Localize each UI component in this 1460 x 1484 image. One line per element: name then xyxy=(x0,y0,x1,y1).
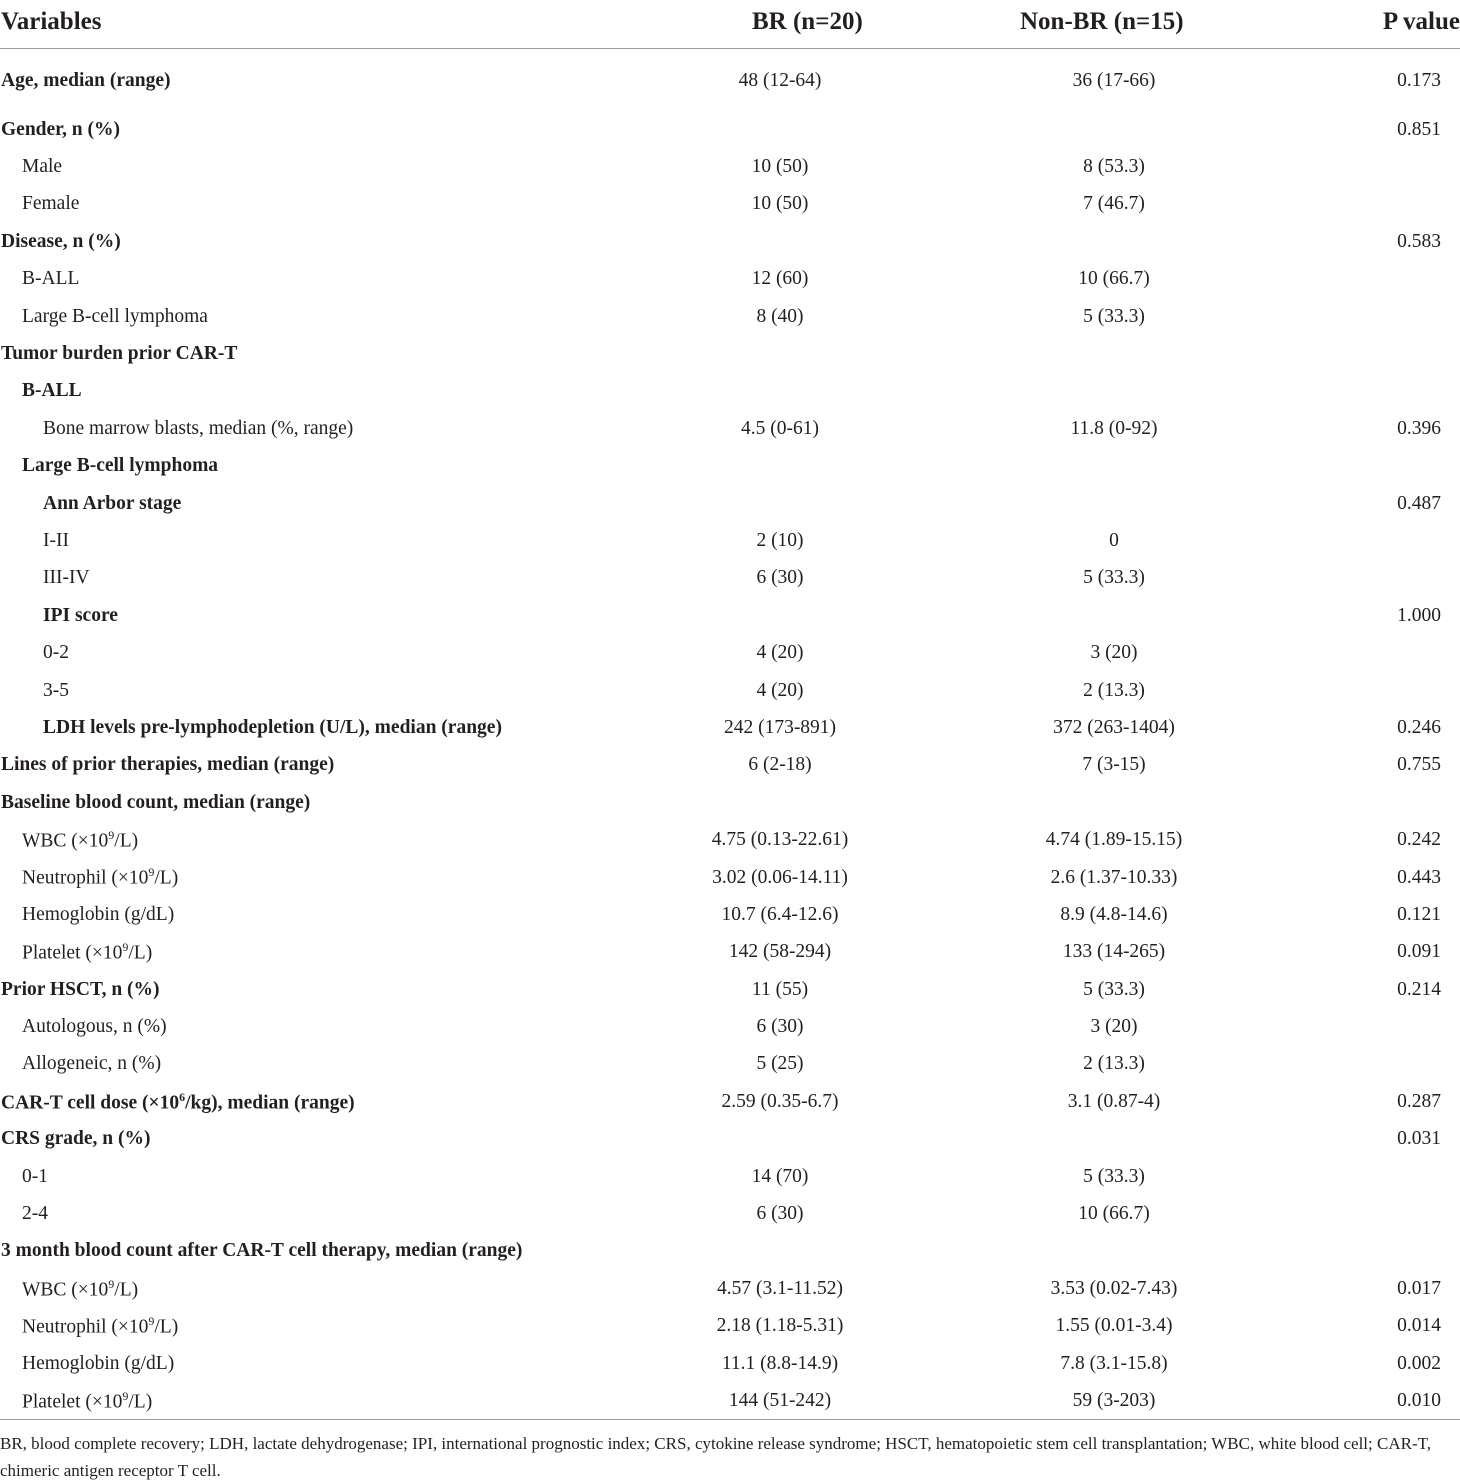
non-br-value-cell xyxy=(910,522,1320,559)
non-br-value-cell xyxy=(910,410,1320,447)
row-label xyxy=(0,522,650,559)
row-label-text: Male xyxy=(22,156,63,178)
row-label xyxy=(0,1046,650,1083)
non-br-value: 8 (53.3) xyxy=(1083,156,1145,178)
non-br-value-cell xyxy=(910,1233,1320,1270)
non-br-value: 59 (3-203) xyxy=(1072,1389,1156,1411)
non-br-value-cell xyxy=(910,335,1320,372)
p-value xyxy=(1320,261,1460,298)
row-label-suffix: /kg), median (range) xyxy=(185,1092,355,1114)
br-value: 6 (30) xyxy=(756,1016,804,1038)
header-non-br: Non-BR (n=15) xyxy=(910,0,1320,49)
table-row xyxy=(0,1382,1460,1419)
non-br-value: 10 (66.7) xyxy=(1078,268,1150,290)
table-row xyxy=(0,373,1460,410)
non-br-value-cell xyxy=(910,1195,1320,1232)
non-br-value: 133 (14-265) xyxy=(1062,941,1166,963)
row-label-text: B-ALL xyxy=(22,268,80,290)
br-value: 10.7 (6.4-12.6) xyxy=(721,903,839,925)
row-label-text: CAR-T cell dose (×10 xyxy=(1,1092,180,1114)
row-label-text: Allogeneic, n (%) xyxy=(22,1053,162,1075)
non-br-value: 0 xyxy=(1109,529,1119,551)
non-br-value-cell xyxy=(910,1083,1320,1120)
row-label xyxy=(0,934,650,971)
p-value: 0.487 xyxy=(1397,492,1441,514)
non-br-value-cell xyxy=(910,1345,1320,1382)
p-value xyxy=(1320,1046,1460,1083)
br-value: 10 (50) xyxy=(751,156,809,178)
non-br-value: 3 (20) xyxy=(1090,642,1138,664)
p-value xyxy=(1320,373,1460,410)
non-br-value-cell xyxy=(910,49,1320,112)
row-label-text: Bone marrow blasts, median (%, range) xyxy=(43,417,354,439)
br-value-cell xyxy=(650,859,910,896)
row-label-suffix: /L) xyxy=(154,867,179,889)
non-br-value: 3 (20) xyxy=(1090,1016,1138,1038)
br-value-cell xyxy=(650,1382,910,1419)
table-row xyxy=(0,784,1460,821)
non-br-value-cell xyxy=(910,934,1320,971)
row-label xyxy=(0,784,650,821)
row-label-superscript: 9 xyxy=(122,940,129,955)
non-br-value: 7 (46.7) xyxy=(1083,193,1145,215)
p-value: 0.396 xyxy=(1397,417,1441,439)
non-br-value: 3.1 (0.87-4) xyxy=(1067,1090,1161,1112)
row-label xyxy=(0,111,650,148)
header-row xyxy=(0,0,1460,49)
br-value: 3.02 (0.06-14.11) xyxy=(712,866,848,888)
row-label xyxy=(0,1121,650,1158)
non-br-value-cell xyxy=(910,560,1320,597)
non-br-value-cell xyxy=(910,261,1320,298)
br-value-cell xyxy=(650,597,910,634)
row-label xyxy=(0,49,650,112)
non-br-value: 10 (66.7) xyxy=(1078,1203,1150,1225)
row-label xyxy=(0,448,650,485)
p-value xyxy=(1320,522,1460,559)
row-label xyxy=(0,223,650,260)
p-value: 0.287 xyxy=(1397,1090,1441,1112)
row-label-text: Lines of prior therapies, median (range) xyxy=(1,754,335,776)
p-value: 0.017 xyxy=(1397,1277,1441,1299)
row-label-suffix: /L) xyxy=(154,1316,179,1338)
br-value: 2.59 (0.35-6.7) xyxy=(721,1090,839,1112)
row-label-text: Prior HSCT, n (%) xyxy=(1,978,160,1000)
p-value xyxy=(1320,335,1460,372)
row-label-text: Age, median (range) xyxy=(1,70,171,91)
non-br-value-cell xyxy=(910,448,1320,485)
row-label-text: B-ALL xyxy=(22,380,82,402)
p-value: 0.214 xyxy=(1397,978,1441,1000)
p-value: 0.443 xyxy=(1397,866,1441,888)
non-br-value-cell xyxy=(910,859,1320,896)
row-label-text: Hemoglobin (g/dL) xyxy=(22,903,175,925)
row-label xyxy=(0,560,650,597)
table-row xyxy=(0,410,1460,447)
br-value-cell xyxy=(650,410,910,447)
table-footnote: BR, blood complete recovery; LDH, lactate dehydrogenase; IPI, international prognostic index; CRS, cytokine release syndrome; HSCT, hematopoietic stem cell transplantation; WBC, white blood cell; CAR-T, chimeric antigen receptor T cell. xyxy=(0,1419,1460,1484)
row-label-superscript: 9 xyxy=(148,865,155,880)
row-label xyxy=(0,672,650,709)
header-br: BR (n=20) xyxy=(650,0,910,49)
non-br-value: 2 (13.3) xyxy=(1083,1053,1145,1075)
p-value: 0.121 xyxy=(1397,903,1441,925)
table-row xyxy=(0,1195,1460,1232)
p-value: 0.002 xyxy=(1397,1352,1441,1374)
table-row xyxy=(0,971,1460,1008)
br-value: 142 (58-294) xyxy=(728,941,832,963)
br-value-cell xyxy=(650,784,910,821)
non-br-value-cell xyxy=(910,1158,1320,1195)
row-label-text: Platelet (×10 xyxy=(22,1391,123,1413)
row-label xyxy=(0,709,650,746)
table-row xyxy=(0,1308,1460,1345)
row-label-superscript: 9 xyxy=(108,1276,115,1291)
non-br-value-cell xyxy=(910,373,1320,410)
br-value: 2.18 (1.18-5.31) xyxy=(716,1315,844,1337)
p-value xyxy=(1320,560,1460,597)
p-value xyxy=(1320,672,1460,709)
br-value-cell xyxy=(650,1233,910,1270)
table-row xyxy=(0,49,1460,112)
non-br-value: 4.74 (1.89-15.15) xyxy=(1045,829,1183,851)
br-value-cell xyxy=(650,1158,910,1195)
non-br-value-cell xyxy=(910,634,1320,671)
non-br-value-cell xyxy=(910,971,1320,1008)
table-row xyxy=(0,1158,1460,1195)
non-br-value: 8.9 (4.8-14.6) xyxy=(1060,903,1168,925)
br-value-cell xyxy=(650,1083,910,1120)
table-row xyxy=(0,485,1460,522)
table-row xyxy=(0,597,1460,634)
br-value-cell xyxy=(650,186,910,223)
br-value: 48 (12-64) xyxy=(738,70,822,91)
row-label-text: Neutrophil (×10 xyxy=(22,867,149,889)
non-br-value: 7.8 (3.1-15.8) xyxy=(1060,1352,1168,1374)
non-br-value-cell xyxy=(910,709,1320,746)
br-value: 4.57 (3.1-11.52) xyxy=(716,1277,844,1299)
row-label-superscript: 6 xyxy=(179,1089,186,1104)
row-label-superscript: 9 xyxy=(122,1388,129,1403)
table-row xyxy=(0,111,1460,148)
br-value-cell xyxy=(650,373,910,410)
p-value xyxy=(1320,448,1460,485)
br-value-cell xyxy=(650,1308,910,1345)
row-label-text: CRS grade, n (%) xyxy=(1,1128,151,1150)
br-value-cell xyxy=(650,223,910,260)
non-br-value-cell xyxy=(910,1382,1320,1419)
p-value xyxy=(1320,1233,1460,1270)
row-label-text: III-IV xyxy=(43,567,90,589)
br-value-cell xyxy=(650,971,910,1008)
p-value xyxy=(1320,784,1460,821)
p-value xyxy=(1320,634,1460,671)
row-label-text: Tumor burden prior CAR-T xyxy=(1,343,238,365)
p-value xyxy=(1320,1195,1460,1232)
p-value xyxy=(1320,298,1460,335)
p-value xyxy=(1320,1158,1460,1195)
table-row xyxy=(0,1345,1460,1382)
non-br-value: 372 (263-1404) xyxy=(1053,716,1175,738)
non-br-value: 5 (33.3) xyxy=(1083,978,1145,1000)
p-value: 0.014 xyxy=(1397,1315,1441,1337)
br-value-cell xyxy=(650,1195,910,1232)
br-value-cell xyxy=(650,821,910,858)
br-value-cell xyxy=(650,934,910,971)
br-value: 4.75 (0.13-22.61) xyxy=(711,829,849,851)
table-row xyxy=(0,261,1460,298)
table-row xyxy=(0,1121,1460,1158)
row-label xyxy=(0,186,650,223)
row-label xyxy=(0,896,650,933)
row-label xyxy=(0,859,650,896)
br-value: 12 (60) xyxy=(751,268,809,290)
table-row xyxy=(0,634,1460,671)
non-br-value: 2.6 (1.37-10.33) xyxy=(1050,866,1178,888)
br-value: 2 (10) xyxy=(756,529,804,551)
row-label xyxy=(0,1345,650,1382)
table-row xyxy=(0,223,1460,260)
p-value xyxy=(1320,148,1460,185)
row-label xyxy=(0,335,650,372)
header-variables: Variables xyxy=(0,0,650,49)
row-label-text: IPI score xyxy=(43,604,118,626)
br-value-cell xyxy=(650,485,910,522)
row-label-text: Disease, n (%) xyxy=(1,230,121,252)
br-value-cell xyxy=(650,261,910,298)
row-label xyxy=(0,1308,650,1345)
non-br-value-cell xyxy=(910,186,1320,223)
non-br-value-cell xyxy=(910,1270,1320,1307)
br-value-cell xyxy=(650,335,910,372)
table-row xyxy=(0,298,1460,335)
table-row xyxy=(0,672,1460,709)
row-label-text: Baseline blood count, median (range) xyxy=(1,791,311,813)
non-br-value-cell xyxy=(910,1046,1320,1083)
non-br-value-cell xyxy=(910,747,1320,784)
row-label-text: Female xyxy=(22,193,80,215)
br-value: 144 (51-242) xyxy=(728,1389,832,1411)
row-label xyxy=(0,1083,650,1120)
table-row xyxy=(0,896,1460,933)
row-label-text: Gender, n (%) xyxy=(1,118,120,140)
br-value: 6 (30) xyxy=(756,1203,804,1225)
br-value-cell xyxy=(650,709,910,746)
non-br-value: 1.55 (0.01-3.4) xyxy=(1055,1315,1173,1337)
table-header xyxy=(0,0,1460,49)
row-label-text: Platelet (×10 xyxy=(22,942,123,964)
non-br-value-cell xyxy=(910,148,1320,185)
br-value-cell xyxy=(650,522,910,559)
row-label-text: Large B-cell lymphoma xyxy=(22,455,219,477)
table-row xyxy=(0,335,1460,372)
br-value-cell xyxy=(650,1008,910,1045)
br-value-cell xyxy=(650,1046,910,1083)
row-label-text: 0-1 xyxy=(22,1165,48,1187)
non-br-value-cell xyxy=(910,597,1320,634)
non-br-value-cell xyxy=(910,672,1320,709)
row-label-text: WBC (×10 xyxy=(22,830,109,852)
br-value: 242 (173-891) xyxy=(723,716,837,738)
br-value: 5 (25) xyxy=(756,1053,804,1075)
row-label-text: 3-5 xyxy=(43,679,69,701)
br-value-cell xyxy=(650,1121,910,1158)
row-label xyxy=(0,1008,650,1045)
br-value: 10 (50) xyxy=(751,193,809,215)
table-row xyxy=(0,1270,1460,1307)
row-label-suffix: /L) xyxy=(114,830,139,852)
table-row xyxy=(0,186,1460,223)
row-label xyxy=(0,298,650,335)
table-row xyxy=(0,1008,1460,1045)
non-br-value-cell xyxy=(910,1008,1320,1045)
row-label xyxy=(0,1158,650,1195)
non-br-value-cell xyxy=(910,223,1320,260)
table-row xyxy=(0,709,1460,746)
non-br-value: 5 (33.3) xyxy=(1083,567,1145,589)
row-label-suffix: /L) xyxy=(128,942,153,964)
br-value: 6 (2-18) xyxy=(748,754,812,776)
row-label-superscript: 9 xyxy=(148,1313,155,1328)
row-label-suffix: /L) xyxy=(128,1391,153,1413)
row-label xyxy=(0,148,650,185)
p-value: 0.173 xyxy=(1397,70,1441,91)
row-label xyxy=(0,1233,650,1270)
row-label-text: I-II xyxy=(43,529,69,551)
row-label xyxy=(0,1270,650,1307)
table-row xyxy=(0,859,1460,896)
table-row xyxy=(0,747,1460,784)
table-body xyxy=(0,49,1460,1420)
row-label xyxy=(0,634,650,671)
br-value: 8 (40) xyxy=(756,305,804,327)
non-br-value-cell xyxy=(910,896,1320,933)
br-value-cell xyxy=(650,896,910,933)
row-label xyxy=(0,373,650,410)
row-label-text: Autologous, n (%) xyxy=(22,1016,167,1038)
non-br-value: 5 (33.3) xyxy=(1083,305,1145,327)
row-label-text: WBC (×10 xyxy=(22,1279,109,1301)
header-p-value: P value xyxy=(1320,0,1460,49)
p-value xyxy=(1320,1008,1460,1045)
row-label-superscript: 9 xyxy=(108,827,115,842)
br-value: 11 (55) xyxy=(751,978,809,1000)
p-value: 0.851 xyxy=(1397,118,1441,140)
br-value: 14 (70) xyxy=(751,1165,809,1187)
row-label xyxy=(0,1195,650,1232)
non-br-value: 11.8 (0-92) xyxy=(1070,417,1158,439)
non-br-value-cell xyxy=(910,298,1320,335)
non-br-value: 3.53 (0.02-7.43) xyxy=(1050,1277,1178,1299)
non-br-value: 7 (3-15) xyxy=(1082,754,1146,776)
row-label xyxy=(0,261,650,298)
row-label xyxy=(0,410,650,447)
br-value: 4 (20) xyxy=(756,679,804,701)
row-label-text: 2-4 xyxy=(22,1203,48,1225)
br-value-cell xyxy=(650,111,910,148)
row-label-text: Large B-cell lymphoma xyxy=(22,305,208,327)
row-label-suffix: /L) xyxy=(114,1279,139,1301)
table-row xyxy=(0,934,1460,971)
br-value-cell xyxy=(650,672,910,709)
non-br-value: 2 (13.3) xyxy=(1083,679,1145,701)
p-value: 0.031 xyxy=(1397,1128,1441,1150)
p-value: 0.755 xyxy=(1397,754,1441,776)
p-value: 0.091 xyxy=(1397,941,1441,963)
non-br-value-cell xyxy=(910,1121,1320,1158)
table-row xyxy=(0,148,1460,185)
row-label-text: Neutrophil (×10 xyxy=(22,1316,149,1338)
table-row xyxy=(0,821,1460,858)
non-br-value: 5 (33.3) xyxy=(1083,1165,1145,1187)
br-value-cell xyxy=(650,1345,910,1382)
non-br-value: 36 (17-66) xyxy=(1072,70,1156,91)
br-value-cell xyxy=(650,634,910,671)
br-value-cell xyxy=(650,448,910,485)
br-value: 6 (30) xyxy=(756,567,804,589)
br-value: 4.5 (0-61) xyxy=(741,417,819,439)
p-value: 0.583 xyxy=(1397,230,1441,252)
non-br-value-cell xyxy=(910,111,1320,148)
table-row xyxy=(0,560,1460,597)
row-label-text: 0-2 xyxy=(43,642,69,664)
p-value: 0.242 xyxy=(1397,829,1441,851)
br-value-cell xyxy=(650,148,910,185)
row-label xyxy=(0,1382,650,1419)
row-label xyxy=(0,485,650,522)
br-value: 4 (20) xyxy=(756,642,804,664)
p-value: 0.010 xyxy=(1397,1389,1441,1411)
row-label xyxy=(0,971,650,1008)
non-br-value-cell xyxy=(910,784,1320,821)
table-row xyxy=(0,1083,1460,1120)
row-label xyxy=(0,597,650,634)
table-row xyxy=(0,448,1460,485)
br-value-cell xyxy=(650,560,910,597)
p-value xyxy=(1320,186,1460,223)
non-br-value-cell xyxy=(910,485,1320,522)
br-value-cell xyxy=(650,1270,910,1307)
table-row xyxy=(0,1046,1460,1083)
row-label-text: Hemoglobin (g/dL) xyxy=(22,1352,175,1374)
row-label-text: Ann Arbor stage xyxy=(43,492,182,514)
br-value-cell xyxy=(650,298,910,335)
table-row xyxy=(0,1233,1460,1270)
non-br-value-cell xyxy=(910,1308,1320,1345)
table-row xyxy=(0,522,1460,559)
p-value: 0.246 xyxy=(1397,716,1441,738)
non-br-value-cell xyxy=(910,821,1320,858)
p-value: 1.000 xyxy=(1397,604,1441,626)
row-label-text: LDH levels pre-lymphodepletion (U/L), median (range) xyxy=(43,716,502,738)
br-value-cell xyxy=(650,49,910,112)
br-value-cell xyxy=(650,747,910,784)
row-label-text: 3 month blood count after CAR-T cell therapy, median (range) xyxy=(1,1240,523,1262)
row-label xyxy=(0,747,650,784)
br-value: 11.1 (8.8-14.9) xyxy=(721,1352,839,1374)
row-label xyxy=(0,821,650,858)
